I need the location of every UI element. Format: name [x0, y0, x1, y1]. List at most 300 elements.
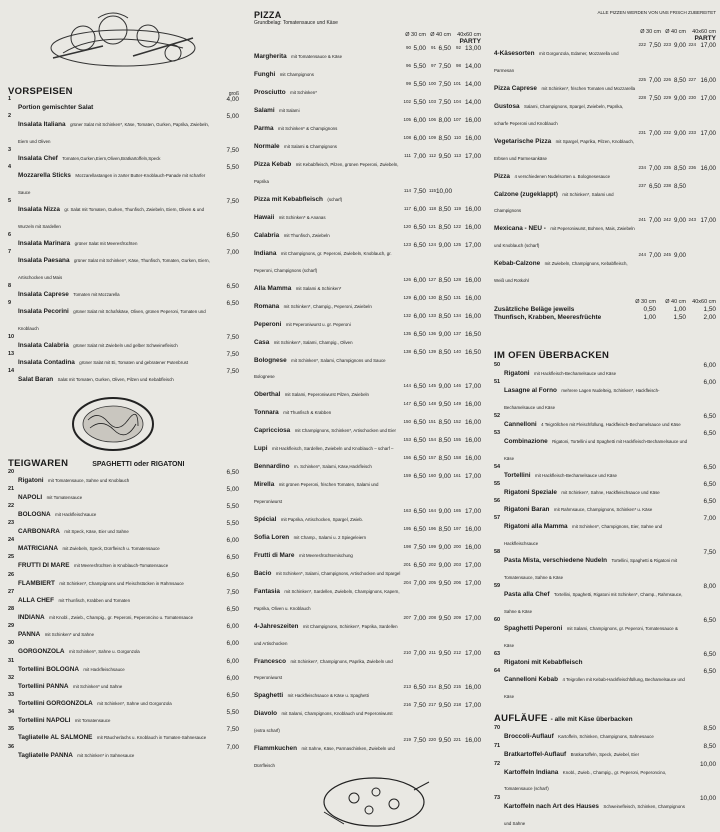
item-price: 4,00	[226, 96, 239, 104]
pizza-subtitle: Grundbelag: Tomatensauce und Käse	[254, 20, 338, 26]
item-text	[254, 651, 401, 685]
pizza-name: Capricciosa	[254, 427, 291, 435]
pizza-name: Indiana	[254, 249, 277, 257]
item-name: Lasagne al Forno	[504, 387, 557, 395]
item-price: 8,50	[703, 724, 716, 732]
menu-item	[8, 641, 239, 658]
item-text	[18, 607, 211, 624]
pizza-description: mit Tomatensauce & Käse	[291, 54, 343, 60]
item-price: 7,00	[703, 515, 716, 523]
item-price: 7,50	[226, 198, 239, 206]
pizza-price: 16,50	[465, 348, 481, 356]
item-text	[254, 563, 401, 580]
extra-price: 1,00	[673, 305, 686, 313]
item-description: mit Salami, Champignons, gr. Peperoni, Tomatensauce & Käse	[504, 626, 678, 648]
menu-item	[8, 148, 239, 165]
pizza-code: 227	[688, 76, 696, 82]
pizza-price: 8,50	[438, 276, 451, 284]
item-description: mit Hackfleischsauce	[83, 666, 125, 672]
pizza-price: 9,00	[673, 42, 686, 50]
pizza-code: 131	[453, 294, 461, 300]
pizza-price: 6,50	[413, 330, 426, 338]
pizza-name: Kebab-Calzone	[494, 260, 541, 268]
item-text	[504, 414, 688, 431]
item-text	[18, 487, 211, 504]
pizza-prices	[401, 685, 481, 692]
pizza-description: mit Champ., Salami u. 2 Spiegeleiern	[293, 535, 367, 541]
item-text	[504, 669, 688, 703]
item-number: 14	[8, 368, 15, 375]
pizza-code: 197	[453, 526, 461, 532]
pizza-code: 235	[663, 164, 671, 170]
pizza-price: 17,00	[465, 614, 481, 622]
pizza-price: 16,00	[465, 544, 481, 551]
pizza-description: 4 verschiedenen Nudelsorten u. Bolognesesauce	[514, 173, 611, 179]
pizza-prices	[401, 314, 481, 321]
item-text	[254, 402, 401, 419]
item-description: mit Tomatensauce	[74, 718, 111, 724]
menu-item	[8, 727, 239, 744]
pizza-name: Gustosa	[494, 102, 520, 110]
ofen-list	[494, 363, 716, 703]
pizza-code: 201	[403, 561, 411, 567]
item-number: 28	[8, 606, 15, 612]
pizza-row	[254, 685, 481, 702]
item-price: 5,50	[226, 502, 239, 510]
pizza-row	[254, 154, 481, 188]
item-description: grüner Salat mit Schafskäse, Oliven, grünen Peperoni, Tomaten und Knoblauch	[18, 309, 206, 332]
item-text	[504, 431, 688, 465]
pizza-price: 9,50	[438, 737, 451, 745]
pizza-price: 6,50	[413, 241, 426, 249]
pizza-code: 218	[453, 702, 461, 708]
pizza-code: 220	[428, 737, 436, 743]
item-text	[18, 114, 211, 148]
pizza-row	[254, 456, 481, 473]
pizza-code: 134	[453, 312, 461, 318]
pizza-code: 211	[428, 649, 436, 655]
item-text	[18, 352, 211, 369]
item-text	[504, 652, 688, 669]
pizza-row	[254, 581, 481, 615]
item-price: 6,50	[226, 300, 239, 308]
item-text	[254, 118, 401, 135]
item-name: Rigatoni Baran	[504, 506, 550, 514]
auflaeufe-title: AUFLÄUFE	[494, 712, 548, 724]
item-number: 22	[8, 502, 15, 509]
size-40: Ø 40 cm	[430, 32, 451, 38]
pizza-price: 16,50	[465, 330, 481, 338]
pizza-price: 16,00	[465, 437, 481, 445]
item-name: Insalata Paesana	[18, 257, 70, 265]
pizza-description: mit Champignons, gr. Peperoni, Zwiebeln, Knoblauch, gr. Peperoni, Champignons (scharf)	[254, 250, 392, 273]
item-price: 6,50	[226, 554, 239, 562]
item-price: 6,50	[703, 430, 716, 438]
pizza-code: 145	[428, 383, 436, 389]
item-price: 6,50	[226, 691, 239, 699]
menu-item	[494, 796, 716, 830]
menu-item	[8, 538, 239, 555]
pizza-prices	[401, 278, 481, 285]
item-price: 6,50	[703, 650, 716, 658]
pizza-row	[254, 64, 481, 81]
item-number: 51	[494, 379, 501, 386]
pizza-description: Salami, Champignons, Spargel, Zwiebeln, Paprika, scharfe Peperoni und Knoblauch	[494, 103, 624, 126]
item-name: Spaghetti Peperoni	[504, 625, 563, 633]
pizza-prices	[401, 509, 481, 516]
pizza-name: Calabria	[254, 231, 280, 239]
item-number: 54	[494, 464, 501, 471]
pizza-code: 195	[403, 526, 411, 532]
pizza-code: 91	[430, 45, 436, 51]
pizza-name: Funghi	[254, 71, 276, 79]
pizza-row	[254, 651, 481, 685]
item-description: Tortellini, Spaghetti & Rigatoni mit Tomatensauce, Sahne & Käse	[504, 558, 678, 581]
pizza-row	[254, 332, 481, 349]
item-name: Insalata Nizza	[18, 206, 60, 214]
pizza-prices	[636, 253, 716, 260]
pizza-name: Tonnara	[254, 409, 279, 417]
item-number: 64	[494, 668, 501, 674]
pizza-name: Hawaii	[254, 213, 275, 221]
pizza-description: mit Schinken*, Salami, Champignons und Sauce Bolognese	[254, 357, 386, 380]
pizza-name: Frutti di Mare	[254, 552, 295, 559]
extra-price: 1,50	[703, 305, 716, 313]
pizza-name: Margherita	[254, 53, 287, 61]
item-price: 5,50	[226, 164, 239, 172]
pizza-price: 9,50	[438, 401, 451, 409]
pizza-code: 164	[428, 508, 436, 514]
pizza-price: 17,00	[465, 702, 481, 710]
pizza-prices	[401, 243, 481, 250]
item-description: mit Zwiebeln, Speck, Dürrfleisch u. Tomatensauce	[62, 546, 160, 552]
item-text	[494, 131, 636, 165]
pizza-price: 17,00	[465, 383, 481, 391]
pizza-row	[494, 78, 716, 95]
ofen-title: IM OFEN ÜBERBACKEN	[494, 350, 610, 362]
item-text	[254, 509, 401, 526]
pizza-code: 225	[638, 76, 646, 82]
item-price: 6,00	[226, 674, 239, 682]
pizza-code: 219	[403, 737, 411, 743]
pizza-price: 5,50	[413, 99, 426, 107]
pizza-code: 231	[638, 129, 646, 135]
pizza-description: mit Salami	[279, 108, 300, 114]
item-name: Cannelloni Kebab	[504, 676, 558, 683]
pizza-price: 14,00	[465, 81, 481, 89]
menu-item	[8, 710, 239, 727]
pizza-description: mit Spargel, Paprika, Pilzen, Knoblauch, Erbsen und Parmesankäse	[494, 138, 634, 161]
extra-name: Zusätzliche Beläge jeweils	[494, 305, 575, 313]
item-description: grüner Salat mit Zwiebeln und gelber Schweinefleisch	[73, 343, 178, 349]
item-text	[18, 301, 211, 335]
pizza-code: 144	[403, 383, 411, 389]
pizza-price: 8,50	[438, 419, 451, 427]
item-text	[254, 100, 401, 117]
item-number: 23	[8, 520, 15, 527]
pizza-prices	[401, 527, 481, 534]
pizza-prices	[401, 438, 481, 445]
pizza-row	[494, 184, 716, 218]
item-text	[18, 369, 211, 386]
pizza-code: 132	[403, 312, 411, 318]
item-name: Cannelloni	[504, 421, 537, 429]
pizza-prices	[401, 384, 481, 391]
pizza-price: 9,50	[438, 614, 451, 622]
pizza-code: 157	[428, 455, 436, 461]
pizza-code: 118	[428, 205, 436, 211]
middle-column	[250, 0, 485, 832]
pizza-description: mit Champignons	[279, 72, 314, 78]
pizza-code: 124	[428, 241, 436, 247]
right-column	[490, 0, 720, 830]
pizza-row	[254, 207, 481, 224]
pizza-price: 6,00	[413, 205, 426, 213]
item-text	[18, 504, 211, 521]
item-text	[494, 253, 636, 287]
pizza-code: 90	[405, 45, 411, 51]
pizza-price: 7,00	[413, 579, 426, 587]
pizza-price: 8,50	[438, 684, 451, 692]
pizza-row	[254, 100, 481, 117]
pizza-price: 6,50	[413, 526, 426, 534]
item-price: 7,50	[226, 368, 239, 376]
pizza-code: 212	[453, 649, 461, 655]
pizza-row	[254, 509, 481, 526]
item-number: 53	[494, 430, 501, 437]
item-text	[18, 538, 211, 555]
item-text	[18, 676, 211, 693]
item-number: 55	[494, 481, 501, 488]
pizza-price: 9,50	[438, 702, 451, 710]
pizza-code: 199	[428, 544, 436, 549]
pizza-row	[254, 243, 481, 277]
item-text	[254, 545, 401, 562]
item-price: 6,50	[703, 481, 716, 489]
pizza-code: 115	[428, 187, 436, 193]
pizza-code: 110	[453, 135, 461, 141]
item-name: Portion gemischter Salat	[18, 104, 94, 112]
item-description: Salat mit Tomaten, Gurken, Oliven, Pilzen und Kebabfleisch	[57, 377, 174, 383]
item-text	[254, 314, 401, 331]
menu-item	[8, 590, 239, 607]
pizza-description: mit Schinken*, frischen Tomaten und Mozzarella	[541, 85, 636, 91]
pizza-price: 17,00	[465, 473, 481, 481]
pizza-price: 7,50	[438, 81, 451, 89]
pizza-name: Bolognese	[254, 356, 287, 364]
pizza-code: 109	[428, 135, 436, 141]
item-text	[254, 438, 401, 455]
item-text	[18, 641, 211, 658]
pizza-price	[696, 184, 716, 191]
pizza-code: 244	[638, 252, 646, 258]
pizza-price: 5,50	[413, 81, 426, 89]
vorspeisen-size-label: groß	[228, 91, 239, 97]
pizza-price: 6,50	[413, 684, 426, 692]
item-price: 7,50	[226, 588, 239, 596]
pizza-prices	[401, 703, 481, 710]
item-text	[18, 97, 211, 114]
pizza-code: 133	[428, 312, 436, 318]
pizza-name: Mirella	[254, 481, 275, 489]
teigwaren-subtitle: SPAGHETTI oder RIGATONI	[92, 461, 185, 469]
menu-item	[8, 659, 239, 676]
pizza-code: 203	[453, 561, 461, 567]
item-text	[254, 64, 401, 81]
pizza-price: 7,00	[413, 153, 426, 161]
item-description: grüner Salat mit Meeresfrüchten	[74, 241, 138, 247]
item-price: 6,00	[226, 640, 239, 648]
item-price: 6,50	[226, 232, 239, 240]
item-text	[254, 738, 401, 772]
pizza-code: 216	[403, 702, 411, 708]
pizza-code: 102	[403, 99, 411, 105]
item-description: Mozzarellastangen in zarter Butter-Knoblauch-Panade mit scharfer Sauce	[18, 173, 206, 196]
pizza-description: mit Salami, Peperoniwurst Pilzen, Zwiebeln	[284, 392, 369, 398]
pizza-row	[254, 563, 481, 580]
item-price: 6,50	[226, 468, 239, 476]
pizza-code: 136	[428, 330, 436, 336]
item-name: Tortellini GORGONZOLA	[18, 699, 93, 707]
pizza-price: 9,50	[438, 579, 451, 587]
menu-item	[8, 607, 239, 624]
menu-item	[8, 369, 239, 386]
menu-item	[8, 504, 239, 521]
item-number: 52	[494, 413, 501, 420]
pizza-price: 7,00	[648, 76, 661, 84]
item-description: mit Thunfisch, Krabben und Tomaten	[58, 597, 131, 603]
pizza-row	[254, 703, 481, 737]
item-number: 33	[8, 691, 15, 698]
pizza-prices	[401, 225, 481, 232]
pizza-prices	[636, 218, 716, 225]
pizza-prices	[401, 136, 481, 143]
item-price: 5,50	[226, 709, 239, 717]
pizza-price: 14,00	[465, 63, 481, 71]
pizza-price: 8,00	[438, 117, 451, 125]
pizza-price: 7,50	[438, 99, 451, 107]
item-text	[494, 43, 636, 77]
pizza-code: 120	[403, 223, 411, 229]
menu-item	[8, 521, 239, 538]
item-name: ALLA CHEF	[18, 596, 54, 604]
pizza-row	[254, 438, 481, 455]
pizza-price: 16,00	[465, 223, 481, 231]
item-price: 7,00	[226, 743, 239, 751]
pizza-price: 10,00	[436, 187, 452, 195]
pizza-code: 159	[403, 473, 411, 479]
pizza-price: 8,50	[438, 135, 451, 143]
pizza-code: 229	[663, 94, 671, 100]
item-price: 10,00	[700, 795, 716, 803]
pizza-code: 228	[638, 94, 646, 100]
pizza-price: 9,00	[673, 252, 686, 260]
item-name: Tortellini BOLOGNA	[18, 665, 79, 673]
item-description: Tomaten mit Mozzarella	[73, 292, 120, 298]
item-text	[504, 744, 688, 761]
menu-item	[8, 250, 239, 284]
pizza-name: Parma	[254, 125, 274, 133]
pizza-price: 16,00	[465, 117, 481, 125]
extra-row	[494, 307, 716, 314]
item-number: 9	[8, 300, 12, 307]
item-number: 3	[8, 147, 12, 154]
pizza-description: mit Peperoniwurst, Bohnen, Mais, Zwiebeln und Knoblauch (scharf)	[494, 226, 635, 249]
pizza-code: 156	[403, 455, 411, 461]
pizza-prices	[401, 64, 481, 71]
menu-item	[8, 555, 239, 572]
item-text	[254, 154, 401, 188]
item-description: Knobl., Zwieb., Champig., gr. Peperoni, Peperoncino, Tomatensauce (scharf)	[504, 769, 667, 792]
pizza-prices	[401, 154, 481, 161]
item-price: 7,50	[226, 351, 239, 359]
menu-item	[494, 363, 716, 380]
item-name: Pasta Mista, verschiedene Nudeln	[504, 557, 607, 565]
item-number: 24	[8, 537, 15, 544]
menu-item	[494, 744, 716, 761]
item-number: 20	[8, 468, 15, 475]
pizza-price: 7,00	[413, 649, 426, 657]
pizza-row	[254, 136, 481, 153]
item-description: mit Hackfleischsauce	[55, 511, 97, 517]
menu-item	[8, 335, 239, 352]
party-label: PARTY	[694, 35, 716, 42]
pizza-code: 122	[453, 223, 461, 229]
pizza-code: 155	[453, 437, 461, 443]
pizza-prices	[401, 545, 481, 552]
item-text	[254, 332, 401, 349]
pizza-code: 149	[453, 401, 461, 407]
pizza-price: 6,50	[648, 182, 661, 190]
pizza-name: Prosciutto	[254, 89, 286, 97]
item-number: 71	[494, 742, 501, 749]
item-text	[18, 165, 211, 199]
item-price: 5,00	[226, 113, 239, 121]
item-description: mit Schinken*, Sahne u. Gorgonzola	[68, 649, 140, 655]
pizza-name: Romana	[254, 302, 280, 310]
pizza-price: 17,00	[465, 508, 481, 516]
item-name: Mozzarella Sticks	[18, 172, 71, 180]
pizza-price: 6,50	[413, 508, 426, 516]
item-description: mit Schinken*, Sahne, Hackfleischsauce und Käse	[561, 490, 660, 496]
pizza-code: 245	[663, 252, 671, 258]
item-price: 7,50	[226, 726, 239, 734]
item-number: 13	[8, 351, 15, 358]
pizza-price: 16,00	[465, 401, 481, 409]
pizza-price: 9,00	[673, 94, 686, 102]
item-price: 6,00	[226, 537, 239, 545]
item-description: grüner Salat mit Schinken*, Käse, Tomaten, Gurken, Paprika, Zwiebeln, Eiern und Oliven	[18, 122, 210, 145]
menu-item	[494, 516, 716, 550]
item-name: Tortellini PANNA	[18, 682, 69, 690]
item-text	[504, 762, 688, 796]
pizza-price: 9,00	[438, 473, 451, 481]
pizza-price: 6,00	[413, 276, 426, 284]
item-name: Kartoffeln nach Art des Hauses	[504, 803, 599, 811]
pizza-code: 121	[428, 223, 436, 229]
item-description: mit Schinken*, Champignons, Eier, Sahne und Hackfleischsauce	[504, 524, 663, 547]
item-number: 27	[8, 588, 15, 595]
pizza-code: 153	[403, 437, 411, 443]
pizza-prices	[401, 350, 481, 357]
item-text	[504, 465, 688, 482]
pizza-price: 6,50	[413, 561, 426, 569]
menu-item	[8, 97, 239, 114]
menu-item	[494, 762, 716, 796]
item-text	[254, 46, 401, 63]
pizza-code: 127	[428, 276, 436, 282]
pizza-prices	[401, 189, 481, 196]
